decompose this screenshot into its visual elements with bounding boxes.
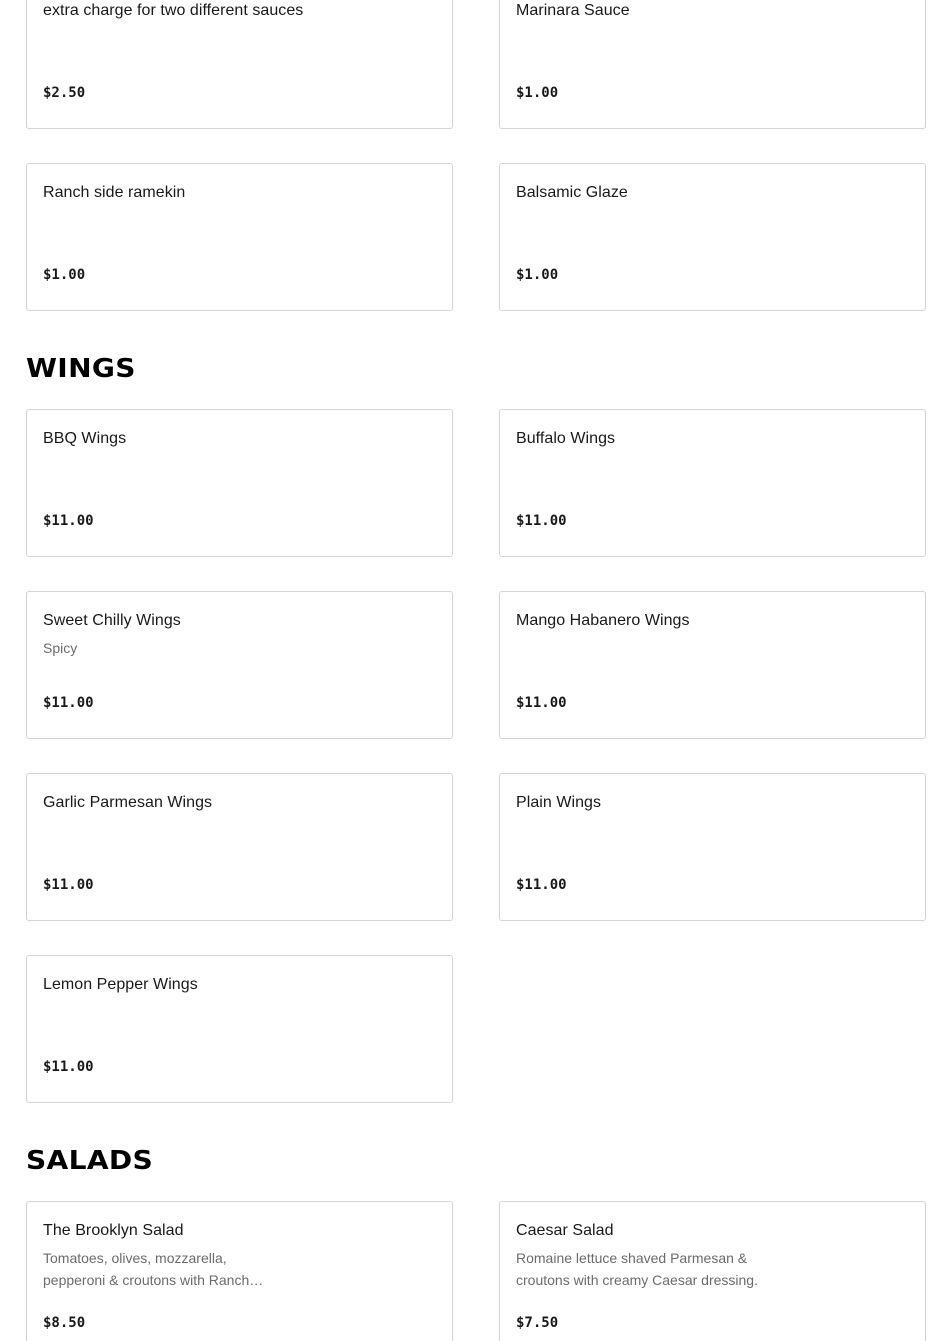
menu-item-description: Romaine lettuce shaved Parmesan & croutons with creamy Caesar dressing. <box>516 1250 758 1288</box>
menu-item-card[interactable] <box>499 591 926 739</box>
menu-item-card[interactable] <box>26 955 453 1103</box>
menu-item-card[interactable] <box>26 163 453 311</box>
menu-item-price: $8.50 <box>43 1315 86 1331</box>
menu-item-name: extra charge for two different sauces <box>43 2 304 19</box>
menu-item-price: $1.00 <box>516 267 559 283</box>
menu-item-price: $11.00 <box>516 877 567 893</box>
menu-item-name: Caesar Salad <box>516 1222 614 1239</box>
menu-item-card[interactable] <box>26 591 453 739</box>
menu-item-name: BBQ Wings <box>43 430 127 447</box>
menu-item-card[interactable] <box>499 0 926 129</box>
menu-item-card[interactable] <box>499 1201 926 1341</box>
menu-item-card[interactable] <box>26 409 453 557</box>
menu-item-name: Garlic Parmesan Wings <box>43 794 213 811</box>
menu-item-price: $7.50 <box>516 1315 559 1331</box>
menu-item-price: $11.00 <box>43 877 94 893</box>
menu-item-description: Tomatoes, olives, mozzarella, pepperoni & croutons with Ranch… <box>43 1250 264 1288</box>
menu-item-name: Buffalo Wings <box>516 430 616 447</box>
menu-item-name: Lemon Pepper Wings <box>43 976 198 993</box>
menu-item-card[interactable] <box>26 1201 453 1341</box>
menu-item-card[interactable] <box>499 409 926 557</box>
menu-item-price: $11.00 <box>43 1059 94 1075</box>
menu-item-price: $11.00 <box>516 695 567 711</box>
menu-item-price: $11.00 <box>43 695 94 711</box>
menu-item-card[interactable] <box>26 0 453 129</box>
menu-item-card[interactable] <box>499 773 926 921</box>
menu-item-price: $1.00 <box>43 267 86 283</box>
menu-item-price: $11.00 <box>516 513 567 529</box>
menu-item-name: Mango Habanero Wings <box>516 612 690 629</box>
menu-item-card[interactable] <box>26 773 453 921</box>
menu-item-price: $2.50 <box>43 85 86 101</box>
menu-item-card[interactable] <box>499 163 926 311</box>
menu-item-price: $1.00 <box>516 85 559 101</box>
menu-item-name: Plain Wings <box>516 794 602 811</box>
section-title-salads: SALADS <box>26 1146 154 1176</box>
menu-item-price: $11.00 <box>43 513 94 529</box>
menu-item-name: Ranch side ramekin <box>43 184 186 201</box>
menu-item-name: Sweet Chilly Wings <box>43 612 181 629</box>
menu-item-name: The Brooklyn Salad <box>43 1222 184 1239</box>
section-title-wings: WINGS <box>26 354 136 384</box>
menu-item-name: Balsamic Glaze <box>516 184 628 201</box>
menu-item-name: Marinara Sauce <box>516 2 630 19</box>
menu-item-description: Spicy <box>43 640 78 656</box>
